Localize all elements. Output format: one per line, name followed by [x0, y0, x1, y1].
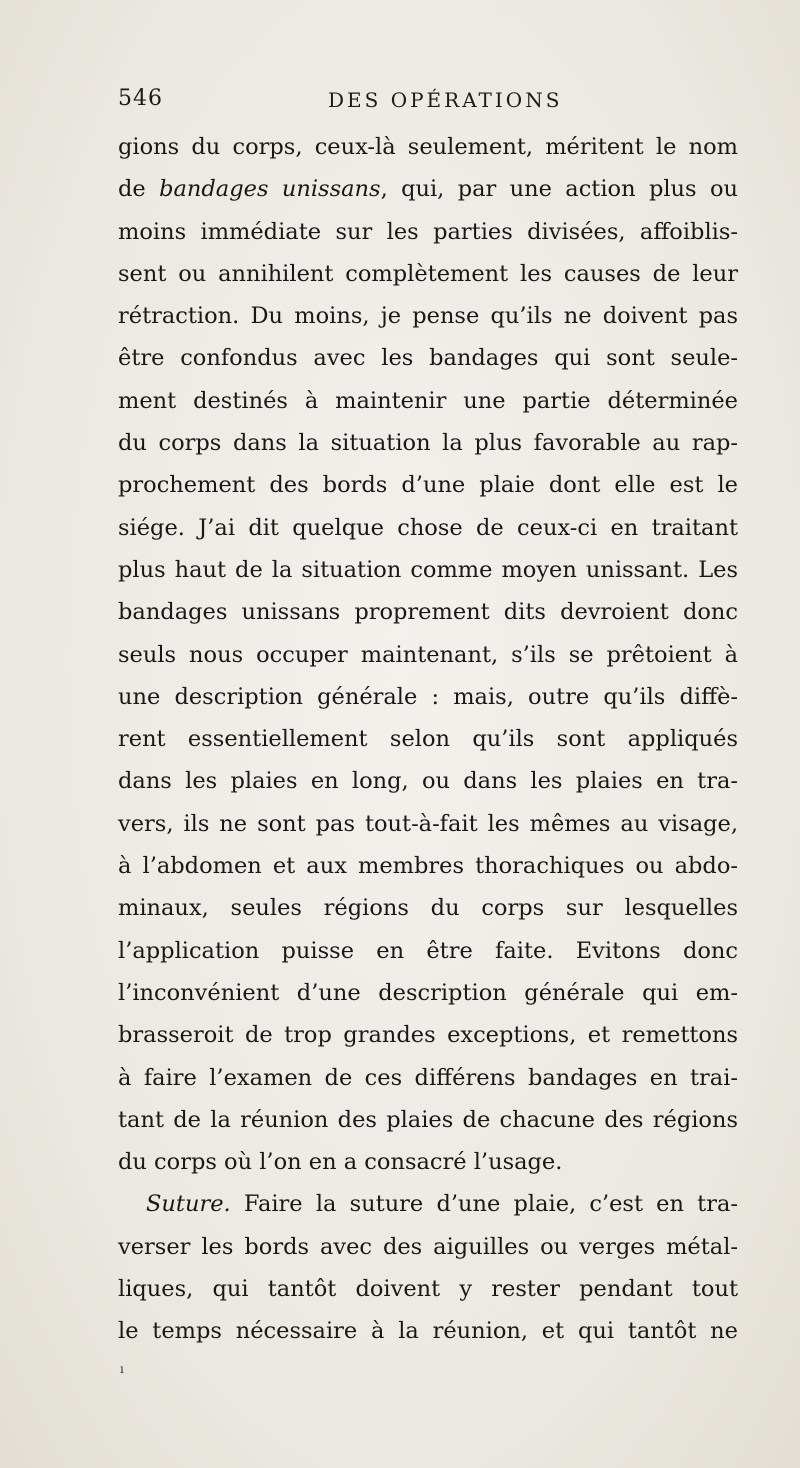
text-line: verser les bords avec des aiguilles ou verges métal-: [118, 1233, 738, 1260]
text-line: rétraction. Du moins, je pense qu’ils ne doivent pas: [118, 303, 738, 330]
page-header: [118, 86, 718, 116]
text-line: du corps dans la situation la plus favorable au rap-: [118, 430, 738, 457]
page-number: 546: [118, 86, 163, 111]
text-line: l’application puisse en être faite. Evitons donc: [118, 937, 738, 964]
text-line: [118, 1183, 738, 1225]
text-line: être confondus avec les bandages qui sont seule-: [118, 345, 738, 372]
text-line: rent essentiellement selon qu’ils sont appliqués: [118, 726, 738, 753]
text-span: , qui, par une action plus ou: [380, 176, 738, 203]
text-line: tant de la réunion des plaies de chacune des régions: [118, 1106, 738, 1133]
text-line: sent ou annihilent complètement les causes de leur: [118, 260, 738, 287]
text-line: à l’abdomen et aux membres thorachiques ou abdo-: [118, 853, 738, 880]
text-span: Faire la suture d’une plaie, c’est en tra-: [243, 1191, 738, 1218]
text-line: à faire l’examen de ces différens bandages en trai-: [118, 1064, 738, 1091]
running-head: DES OPÉRATIONS: [328, 88, 563, 112]
text-line: brasseroit de trop grandes exceptions, et remettons: [118, 1022, 738, 1049]
text-line: siége. J’ai dit quelque chose de ceux-ci en traitant: [118, 514, 738, 541]
text-line: vers, ils ne sont pas tout-à-fait les mêmes au visage,: [118, 810, 738, 837]
text-line: l’inconvénient d’une description générale qui em-: [118, 979, 738, 1006]
text-line: une description générale : mais, outre qu’ils diffè-: [118, 683, 738, 710]
text-line: gions du corps, ceux-là seulement, méritent le nom: [118, 134, 738, 160]
text-line: moins immédiate sur les parties divisées, affoiblis-: [118, 218, 738, 245]
text-line: ment destinés à maintenir une partie déterminée: [118, 387, 738, 414]
text-line: plus haut de la situation comme moyen unissant. Les: [118, 556, 738, 583]
text-line: [118, 168, 738, 210]
text-line: prochement des bords d’une plaie dont elle est le: [118, 472, 738, 499]
text-line: le temps nécessaire à la réunion, et qui tantôt ne: [118, 1318, 738, 1345]
text-line: liques, qui tantôt doivent y rester pendant tout: [118, 1276, 738, 1303]
section-heading-suture: Suture.: [146, 1191, 231, 1218]
text-line: seuls nous occuper maintenant, s’ils se prêtoient à: [118, 641, 738, 668]
text-line: dans les plaies en long, ou dans les plaies en tra-: [118, 768, 738, 795]
body-text: [118, 126, 738, 1353]
text-line: du corps où l’on en a consacré l’usage.: [118, 1149, 563, 1176]
text-line: bandages unissans proprement dits devroient donc: [118, 599, 738, 626]
text-line: minaux, seules régions du corps sur lesquelles: [118, 895, 738, 922]
footer-mark: ı: [120, 1362, 124, 1376]
text-span: de: [118, 176, 160, 203]
italic-term: bandages unissans: [159, 176, 381, 203]
